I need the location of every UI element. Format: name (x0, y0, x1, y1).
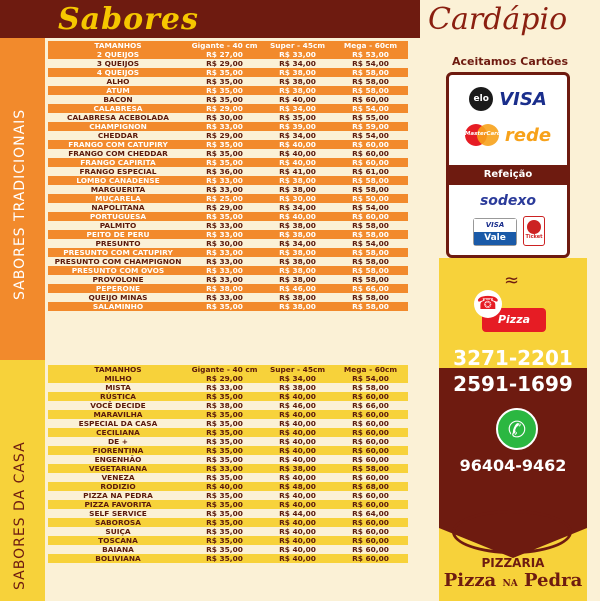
price-cell: R$ 60,00 (352, 149, 389, 158)
flavor-name: CALABRESA ACEBOLADA (67, 113, 169, 122)
mastercard-icon (465, 124, 499, 146)
table-row (48, 464, 408, 473)
price-cell: R$ 40,00 (279, 392, 316, 401)
price-cell: R$ 68,00 (352, 482, 389, 491)
price-cell: R$ 29,00 (206, 374, 243, 383)
price-cell: R$ 33,00 (206, 122, 243, 131)
price-cell: R$ 34,00 (279, 203, 316, 212)
price-cell: R$ 38,00 (279, 185, 316, 194)
flavor-name: SABOROSA (95, 518, 141, 527)
price-cell: R$ 35,00 (206, 446, 243, 455)
price-cell: R$ 40,00 (279, 95, 316, 104)
price-cell: R$ 64,00 (352, 509, 389, 518)
price-cell: R$ 34,00 (279, 239, 316, 248)
table-row (48, 185, 408, 194)
price-cell: R$ 40,00 (279, 518, 316, 527)
cards-title: Aceitamos Cartões (451, 55, 569, 68)
price-cell: R$ 35,00 (206, 437, 243, 446)
price-cell: R$ 60,00 (352, 527, 389, 536)
price-cell: R$ 40,00 (279, 419, 316, 428)
flavor-name: BACON (103, 95, 133, 104)
price-cell: R$ 58,00 (352, 464, 389, 473)
price-cell: R$ 38,00 (279, 86, 316, 95)
table-row (48, 491, 408, 500)
price-cell: R$ 33,00 (206, 383, 243, 392)
table-header-cell: Gigante - 40 cm (191, 365, 258, 374)
table-row (48, 122, 408, 131)
price-cell: R$ 25,00 (206, 194, 243, 203)
price-cell: R$ 40,00 (279, 446, 316, 455)
table-row (48, 545, 408, 554)
flavor-name: RODIZIO (100, 482, 136, 491)
table-row (48, 536, 408, 545)
price-cell: R$ 35,00 (206, 392, 243, 401)
price-cell: R$ 38,00 (279, 302, 316, 311)
price-cell: R$ 40,00 (279, 437, 316, 446)
flavor-name: LOMBO CANADENSE (76, 176, 160, 185)
table-row (48, 95, 408, 104)
price-cell: R$ 35,00 (206, 509, 243, 518)
table-header-cell: Gigante - 40 cm (191, 41, 258, 50)
flavor-name: PRESUNTO COM CATUPIRY (63, 248, 173, 257)
price-cell: R$ 58,00 (352, 185, 389, 194)
price-cell: R$ 60,00 (352, 545, 389, 554)
price-cell: R$ 30,00 (279, 194, 316, 203)
visa-vale-bottom: Vale (474, 232, 516, 245)
price-cell: R$ 40,00 (279, 536, 316, 545)
price-cell: R$ 58,00 (352, 248, 389, 257)
flavor-name: FRANGO COM CATUPIRY (68, 140, 168, 149)
price-cell: R$ 58,00 (352, 266, 389, 275)
price-cell: R$ 35,00 (206, 473, 243, 482)
flavor-name: PIZZA NA PEDRA (83, 491, 153, 500)
price-cell: R$ 40,00 (206, 482, 243, 491)
flavor-name: SUIÇA (105, 527, 131, 536)
price-cell: R$ 60,00 (352, 410, 389, 419)
price-cell: R$ 40,00 (279, 140, 316, 149)
price-cell: R$ 38,00 (279, 275, 316, 284)
price-cell: R$ 36,00 (206, 167, 243, 176)
table-row (48, 86, 408, 95)
visa-vale-icon (473, 218, 517, 246)
price-cell: R$ 33,00 (279, 50, 316, 59)
mastercard-label: MasterCard (464, 131, 501, 137)
table-header-cell: TAMANHOS (94, 41, 142, 50)
brand-pedra: Pedra (524, 570, 583, 591)
table-row (48, 419, 408, 428)
ticket-icon (523, 216, 545, 246)
price-cell: R$ 38,00 (279, 293, 316, 302)
price-cell: R$ 35,00 (206, 158, 243, 167)
price-cell: R$ 60,00 (352, 491, 389, 500)
table-row (48, 50, 408, 59)
table-header-row (48, 41, 408, 50)
price-cell: R$ 54,00 (352, 59, 389, 68)
flavor-name: PRESUNTO (95, 239, 141, 248)
table-row (48, 149, 408, 158)
price-cell: R$ 40,00 (279, 158, 316, 167)
whatsapp-icon: ✆ (496, 408, 538, 450)
price-cell: R$ 60,00 (352, 455, 389, 464)
price-cell: R$ 40,00 (279, 212, 316, 221)
side-label-house: SABORES DA CASA (12, 441, 28, 590)
visa-icon: VISA (499, 88, 547, 110)
table-row (48, 554, 408, 563)
flavor-name: MISTA (105, 383, 131, 392)
flavor-name: BOLIVIANA (95, 554, 141, 563)
price-cell: R$ 35,00 (206, 86, 243, 95)
price-cell: R$ 38,00 (279, 266, 316, 275)
price-cell: R$ 35,00 (206, 95, 243, 104)
ticket-label: Ticket (525, 234, 543, 240)
price-cell: R$ 60,00 (352, 392, 389, 401)
price-cell: R$ 59,00 (352, 122, 389, 131)
table-header-cell: Mega - 60cm (343, 41, 398, 50)
price-cell: R$ 30,00 (206, 113, 243, 122)
price-cell: R$ 60,00 (352, 419, 389, 428)
payment-row-elo-visa (449, 81, 567, 117)
price-cell: R$ 58,00 (352, 230, 389, 239)
flavor-name: NAPOLITANA (91, 203, 145, 212)
flavor-name: ENGENHÃO (94, 455, 142, 464)
table-header-cell: Super - 45cm (269, 41, 326, 50)
table-header-cell: TAMANHOS (94, 365, 142, 374)
price-cell: R$ 60,00 (352, 536, 389, 545)
brand-pizzaria: PIZZARIA (481, 556, 545, 570)
price-cell: R$ 58,00 (352, 176, 389, 185)
price-cell: R$ 66,00 (352, 401, 389, 410)
price-cell: R$ 50,00 (352, 194, 389, 203)
table-row (48, 446, 408, 455)
payment-cards-box (446, 72, 570, 258)
price-cell: R$ 54,00 (352, 104, 389, 113)
flavor-name: PRESUNTO COM OVOS (71, 266, 165, 275)
price-cell: R$ 33,00 (206, 176, 243, 185)
table-row (48, 500, 408, 509)
flavor-name: CALABRESA (93, 104, 143, 113)
flavor-name: PIZZA FAVORITA (84, 500, 152, 509)
price-cell: R$ 60,00 (352, 140, 389, 149)
table-row (48, 437, 408, 446)
price-cell: R$ 35,00 (206, 419, 243, 428)
price-cell: R$ 29,00 (206, 104, 243, 113)
price-cell: R$ 58,00 (352, 302, 389, 311)
table-row (48, 59, 408, 68)
flavor-name: 3 QUEIJOS (96, 59, 140, 68)
table-row (48, 68, 408, 77)
price-cell: R$ 33,00 (206, 464, 243, 473)
table-row (48, 374, 408, 383)
flavor-name: MILHO (104, 374, 132, 383)
payment-row-mastercard-rede (449, 117, 567, 153)
price-cell: R$ 34,00 (279, 131, 316, 140)
table-row (48, 230, 408, 239)
price-cell: R$ 60,00 (352, 446, 389, 455)
flavor-name: PEPERONE (95, 284, 141, 293)
table-row (48, 212, 408, 221)
flavor-name: FIORENTINA (92, 446, 144, 455)
rede-icon: rede (504, 124, 552, 146)
price-cell: R$ 40,00 (279, 410, 316, 419)
price-cell: R$ 33,00 (206, 293, 243, 302)
price-cell: R$ 35,00 (206, 302, 243, 311)
price-cell: R$ 38,00 (279, 68, 316, 77)
table-row (48, 194, 408, 203)
flavor-name: PEITO DE PERU (86, 230, 150, 239)
flavor-name: 4 QUEIJOS (96, 68, 140, 77)
flavor-name: CHEDDAR (97, 131, 139, 140)
flavor-name: 2 QUEIJOS (96, 50, 140, 59)
flavor-name: CECILIANA (96, 428, 140, 437)
price-cell: R$ 55,00 (352, 113, 389, 122)
stadium-logo-icon (452, 510, 572, 554)
table-row (48, 257, 408, 266)
brand-name (439, 570, 587, 591)
table-traditional (48, 41, 408, 311)
table-row (48, 104, 408, 113)
side-strip-traditional (0, 38, 45, 360)
table-row (48, 383, 408, 392)
phone-icon: ☎ (474, 290, 502, 318)
price-cell: R$ 60,00 (352, 437, 389, 446)
price-cell: R$ 38,00 (279, 257, 316, 266)
price-cell: R$ 58,00 (352, 77, 389, 86)
price-cell: R$ 27,00 (206, 50, 243, 59)
price-cell: R$ 40,00 (279, 455, 316, 464)
price-cell: R$ 60,00 (352, 518, 389, 527)
flavor-name: PROVOLONE (92, 275, 144, 284)
price-cell: R$ 60,00 (352, 95, 389, 104)
price-cell: R$ 38,00 (206, 401, 243, 410)
table-row (48, 266, 408, 275)
price-cell: R$ 40,00 (279, 500, 316, 509)
price-cell: R$ 33,00 (206, 185, 243, 194)
price-cell: R$ 41,00 (279, 167, 316, 176)
flavor-name: DE + (108, 437, 128, 446)
price-cell: R$ 35,00 (206, 410, 243, 419)
price-cell: R$ 40,00 (279, 527, 316, 536)
table-row (48, 131, 408, 140)
price-cell: R$ 46,00 (279, 284, 316, 293)
flavor-name: FRANGO ESPECIAL (79, 167, 157, 176)
brand-pizza: Pizza (443, 570, 497, 591)
price-cell: R$ 58,00 (352, 68, 389, 77)
price-cell: R$ 38,00 (279, 77, 316, 86)
price-cell: R$ 35,00 (206, 545, 243, 554)
price-cell: R$ 60,00 (352, 554, 389, 563)
price-cell: R$ 35,00 (206, 527, 243, 536)
price-cell: R$ 40,00 (279, 473, 316, 482)
refeicao-label: Refeição (449, 165, 567, 185)
price-cell: R$ 54,00 (352, 131, 389, 140)
price-cell: R$ 38,00 (279, 221, 316, 230)
price-cell: R$ 38,00 (279, 464, 316, 473)
table-row (48, 410, 408, 419)
table-row (48, 455, 408, 464)
table-row (48, 293, 408, 302)
flavor-name: RÚSTICA (100, 392, 136, 401)
price-cell: R$ 60,00 (352, 473, 389, 482)
table-row (48, 302, 408, 311)
sodexo-icon: sodexo (479, 193, 537, 209)
flavor-name: FRANGO CAPIRITA (80, 158, 156, 167)
flavor-name: QUEIJO MINAS (88, 293, 148, 302)
brand-na: NA (502, 579, 518, 589)
flavor-name: MARGUERITA (90, 185, 146, 194)
flavor-name: PRESUNTO COM CHAMPIGNON (54, 257, 182, 266)
table-header-row (48, 365, 408, 374)
table-row (48, 239, 408, 248)
title-cardapio: Cardápio (428, 2, 568, 37)
flavor-name: CHAMPIGNON (89, 122, 147, 131)
flavor-name: SALAMINHO (92, 302, 144, 311)
price-cell: R$ 58,00 (352, 275, 389, 284)
table-row (48, 140, 408, 149)
table-row (48, 113, 408, 122)
price-cell: R$ 33,00 (206, 230, 243, 239)
price-cell: R$ 60,00 (352, 212, 389, 221)
price-cell: R$ 33,00 (206, 221, 243, 230)
flavor-name: ATUM (106, 86, 130, 95)
price-cell: R$ 60,00 (352, 500, 389, 509)
price-cell: R$ 38,00 (279, 248, 316, 257)
elo-icon: elo (469, 87, 493, 111)
price-cell: R$ 34,00 (279, 104, 316, 113)
price-cell: R$ 40,00 (279, 149, 316, 158)
price-cell: R$ 44,00 (279, 509, 316, 518)
flavor-name: VOCÊ DECIDE (90, 401, 146, 410)
pizza-box-icon: Pizza (482, 308, 546, 332)
flavor-name: PALMITO (99, 221, 137, 230)
price-cell: R$ 58,00 (352, 221, 389, 230)
phone-number-2[interactable]: 2591-1699 (453, 372, 573, 396)
price-cell: R$ 53,00 (352, 50, 389, 59)
price-cell: R$ 40,00 (279, 491, 316, 500)
price-cell: R$ 35,00 (206, 140, 243, 149)
price-cell: R$ 34,00 (279, 59, 316, 68)
price-cell: R$ 38,00 (279, 230, 316, 239)
price-cell: R$ 61,00 (352, 167, 389, 176)
price-cell: R$ 38,00 (206, 284, 243, 293)
price-cell: R$ 29,00 (206, 131, 243, 140)
flavor-name: MUÇARELA (95, 194, 141, 203)
price-cell: R$ 30,00 (206, 239, 243, 248)
price-cell: R$ 48,00 (279, 482, 316, 491)
table-header-cell: Mega - 60cm (343, 365, 398, 374)
price-cell: R$ 40,00 (279, 428, 316, 437)
price-cell: R$ 35,00 (206, 536, 243, 545)
table-row (48, 482, 408, 491)
price-cell: R$ 54,00 (352, 203, 389, 212)
flavor-name: ESPECIAL DA CASA (78, 419, 158, 428)
table-row (48, 158, 408, 167)
table-row (48, 275, 408, 284)
price-cell: R$ 35,00 (206, 455, 243, 464)
side-strip-house (0, 360, 45, 601)
price-cell: R$ 34,00 (279, 374, 316, 383)
table-row (48, 473, 408, 482)
price-cell: R$ 35,00 (206, 428, 243, 437)
price-cell: R$ 33,00 (206, 257, 243, 266)
price-cell: R$ 35,00 (206, 491, 243, 500)
price-cell: R$ 39,00 (279, 122, 316, 131)
price-cell: R$ 29,00 (206, 59, 243, 68)
table-row (48, 203, 408, 212)
price-cell: R$ 33,00 (206, 266, 243, 275)
price-cell: R$ 35,00 (206, 68, 243, 77)
flavor-name: VENEZA (101, 473, 135, 482)
price-cell: R$ 40,00 (279, 554, 316, 563)
table-row (48, 167, 408, 176)
table-header-cell: Super - 45cm (269, 365, 326, 374)
table-row (48, 518, 408, 527)
table-row (48, 221, 408, 230)
table-row (48, 248, 408, 257)
flavor-name: FRANGO COM CHEDDAR (68, 149, 168, 158)
whatsapp-number[interactable]: 96404-9462 (459, 456, 567, 475)
steam-icon: ≈ (504, 270, 520, 291)
visa-vale-top: VISA (474, 219, 516, 232)
title-sabores: Sabores (58, 2, 199, 37)
table-row (48, 509, 408, 518)
flavor-name: VEGETARIANA (88, 464, 148, 473)
table-row (48, 77, 408, 86)
price-cell: R$ 46,00 (279, 401, 316, 410)
price-cell: R$ 35,00 (206, 77, 243, 86)
flavor-name: SELF SERVICE (89, 509, 147, 518)
table-row (48, 428, 408, 437)
price-cell: R$ 35,00 (279, 113, 316, 122)
price-cell: R$ 29,00 (206, 203, 243, 212)
price-cell: R$ 58,00 (352, 383, 389, 392)
flavor-name: ALHO (106, 77, 130, 86)
price-cell: R$ 35,00 (206, 212, 243, 221)
price-cell: R$ 35,00 (206, 149, 243, 158)
price-cell: R$ 35,00 (206, 518, 243, 527)
price-cell: R$ 54,00 (352, 374, 389, 383)
price-cell: R$ 38,00 (279, 176, 316, 185)
price-cell: R$ 40,00 (279, 545, 316, 554)
table-row (48, 527, 408, 536)
table-row (48, 284, 408, 293)
flavor-name: TOSCANA (98, 536, 138, 545)
price-cell: R$ 58,00 (352, 257, 389, 266)
flavor-name: PORTUGUESA (89, 212, 147, 221)
table-house (48, 365, 408, 563)
price-cell: R$ 60,00 (352, 158, 389, 167)
price-cell: R$ 58,00 (352, 86, 389, 95)
price-cell: R$ 38,00 (279, 383, 316, 392)
price-cell: R$ 54,00 (352, 239, 389, 248)
price-cell: R$ 60,00 (352, 428, 389, 437)
table-row (48, 176, 408, 185)
phone-number-1[interactable]: 3271-2201 (453, 346, 573, 370)
table-row (48, 401, 408, 410)
price-cell: R$ 33,00 (206, 248, 243, 257)
price-cell: R$ 35,00 (206, 554, 243, 563)
side-label-traditional: SABORES TRADICIONAIS (12, 108, 28, 300)
flavor-name: MARAVILHA (93, 410, 143, 419)
flavor-name: BAIANA (102, 545, 134, 554)
price-cell: R$ 58,00 (352, 293, 389, 302)
price-cell: R$ 35,00 (206, 500, 243, 509)
table-row (48, 392, 408, 401)
price-cell: R$ 66,00 (352, 284, 389, 293)
price-cell: R$ 33,00 (206, 275, 243, 284)
